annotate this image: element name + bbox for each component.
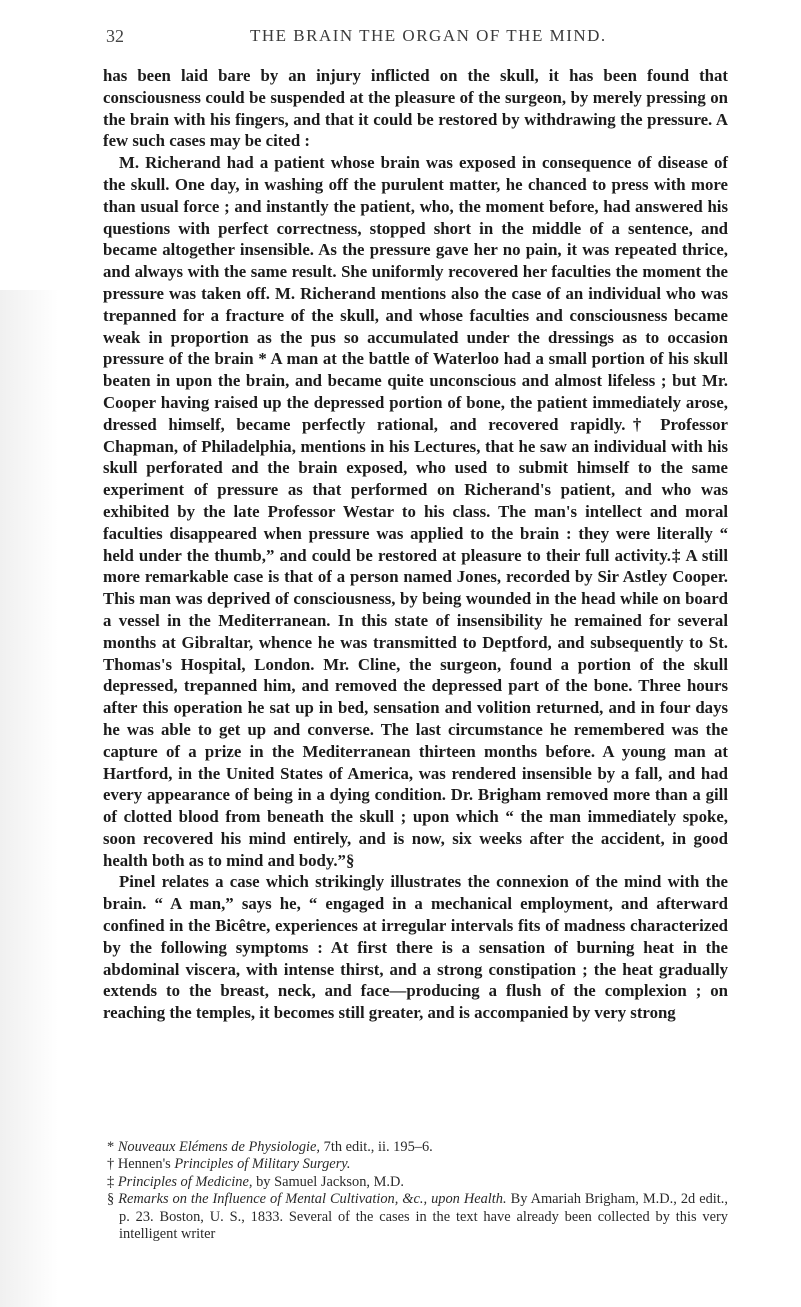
body-text bbox=[103, 65, 728, 1024]
paragraph: Pinel relates a case which strikingly illustrates the connexion of the mind with the brain. “ A man,” says he, “ engaged in a mechanical employment, and afterward confined in the Bicêtre, experiences at irregular intervals fits of madness characterized by the following symptoms : At first there is a sensation of burning heat in the abdominal viscera, with intense thirst, and a strong constipation ; the heat gradually extends to the breast, neck, and face—producing a flush of the complexion ; on reaching the temples, it becomes still greater, and is accompanied by very strong bbox=[103, 872, 728, 1023]
footnote bbox=[103, 1191, 728, 1243]
paragraph: has been laid bare by an injury inflicted on the skull, it has been found that consciousness could be suspended at the pleasure of the surgeon, by merely pressing on the brain with his fingers, and that it could be restored by withdrawing the pressure. A few such cases may be cited : bbox=[103, 66, 728, 151]
footnote-text: 7th edit., ii. 195–6. bbox=[320, 1139, 433, 1155]
running-title: THE BRAIN THE ORGAN OF THE MIND. bbox=[250, 26, 607, 45]
paragraph: M. Richerand had a patient whose brain was exposed in consequence of disease of the skull. One day, in washing off the purulent matter, he chanced to press with more than usual force ; and instantly the patient, who, the moment before, had answered his questions with perfect correctness, stopped short in the middle of a sentence, and became altogether insensible. As the pressure gave her no pain, it was repeated thrice, and always with the same result. She uniformly recovered her faculties the moment the pressure was taken off. M. Richerand mentions also the case of an individual who was trepanned for a fracture of the skull, and whose faculties and consciousness became weak in proportion as the pus so accumulated under the dressings as to occasion pressure of the brain * A man at the battle of Waterloo had a small portion of his skull beaten in upon the brain, and became quite unconscious and almost lifeless ; but Mr. Cooper having raised up the depressed portion of bone, the patient immediately arose, dressed himself, became perfectly rational, and recovered rapidly.† Professor Chapman, of Philadelphia, mentions in his Lectures, that he saw an individual with his skull perforated and the brain exposed, who used to submit himself to the same experiment of pressure as that performed on Richerand's patient, and who was exhibited by the late Professor Westar to his class. The man's intellect and moral faculties disappeared when pressure was applied to the brain : they were literally “ held under the thumb,” and could be restored at pleasure to their full activity.‡ A still more remarkable case is that of a person named Jones, recorded by Sir Astley Cooper. This man was deprived of consciousness, by being wounded in the head while on board a vessel in the Mediterranean. In this state of insensibility he remained for several months at Gibraltar, whence he was transmitted to Deptford, and subsequently to St. Thomas's Hospital, London. Mr. Cline, the surgeon, found a portion of the skull depressed, trepanned him, and removed the depressed part of the bone. Three hours after this operation he sat up in bed, sensation and volition returned, and in four days he was able to get up and converse. The last circumstance he remembered was the capture of a prize in the Mediterranean thirteen months before. A young man at Hartford, in the United States of America, was rendered insensible by a fall, and had every appearance of being in a dying condition. Dr. Brigham removed more than a gill of clotted blood from beneath the skull ; upon which “ the man immediately spoke, soon recovered his mind entirely, and is now, six weeks after the accident, in good health both as to mind and body.”§ bbox=[103, 153, 728, 870]
footnote-mark: * bbox=[107, 1139, 115, 1155]
footnote-mark: § bbox=[107, 1191, 115, 1208]
footnote-text: Hennen's bbox=[117, 1156, 175, 1173]
footnote-title: Remarks on the Influence of Mental Cultivation, &c., upon Health. bbox=[118, 1191, 507, 1208]
footnote-text: by Samuel Jackson, M.D. bbox=[252, 1173, 404, 1190]
footnote-title: Principles of Military Surgery. bbox=[174, 1156, 351, 1173]
page-number: 32 bbox=[106, 26, 124, 46]
footnote-title: Nouveaux Elémens de Physiologie, bbox=[117, 1139, 321, 1155]
footnotes bbox=[103, 1139, 728, 1243]
footnote-mark: ‡ bbox=[107, 1173, 115, 1190]
footnote bbox=[103, 1156, 728, 1173]
footnote-title: Principles of Medicine, bbox=[117, 1173, 253, 1190]
footnote-mark: † bbox=[107, 1156, 115, 1173]
footnote-text: By Amariah Brigham, M.D., 2d edit., p. 23. Boston, U. S., 1833. Several of the cases in the text have already been collected by this very intelligent writer bbox=[119, 1191, 728, 1243]
page-header bbox=[0, 26, 801, 52]
page-edge-shadow bbox=[0, 290, 58, 1307]
footnote bbox=[103, 1139, 728, 1156]
footnote bbox=[103, 1174, 728, 1191]
